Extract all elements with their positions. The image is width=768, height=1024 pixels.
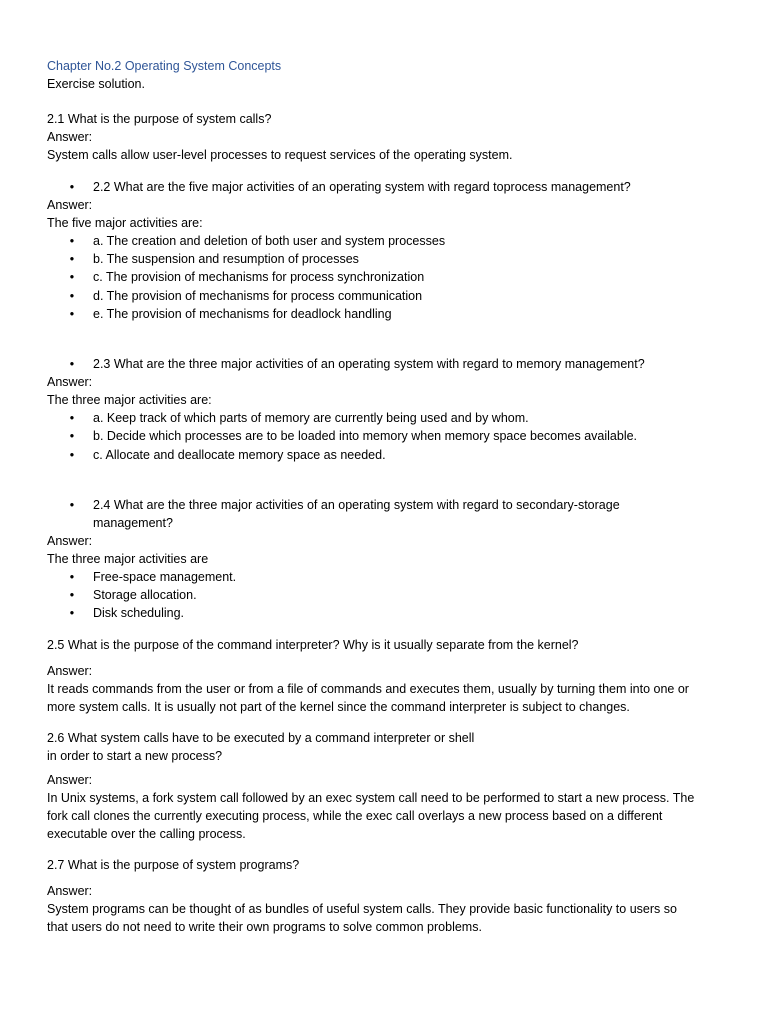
question-2-1: 2.1 What is the purpose of system calls? [47, 112, 272, 126]
answer-2-7-line-1: System programs can be thought of as bundles of useful system calls. They provide basic functionality to users so [47, 902, 677, 916]
answer-2-5-line-1: It reads commands from the user or from a file of commands and executes them, usually by turning them into one or [47, 682, 689, 696]
list-intro: The five major activities are: [47, 216, 203, 230]
bullet-icon: • [69, 252, 75, 266]
bullet-icon: • [69, 429, 75, 443]
list-intro: The three major activities are [47, 552, 209, 566]
answer-label: Answer: [47, 884, 93, 898]
question-2-5: 2.5 What is the purpose of the command interpreter? Why is it usually separate from the kernel? [47, 638, 579, 652]
bullet-icon: • [69, 357, 75, 371]
answer-2-7-line-2: that users do not need to write their own programs to solve common problems. [47, 920, 482, 934]
bullet-icon: • [69, 180, 75, 194]
question-2-6-line-1: 2.6 What system calls have to be executed by a command interpreter or shell [47, 731, 475, 745]
question-2-4-cont: management? [93, 516, 173, 530]
answer-label: Answer: [47, 773, 93, 787]
answer-2-6-line-1: In Unix systems, a fork system call followed by an exec system call need to be performed to start a new process. The [47, 791, 695, 805]
bullet-icon: • [69, 588, 75, 602]
answer-2-6-line-3: executable over the calling process. [47, 827, 246, 841]
bullet-icon: • [69, 307, 75, 321]
answer-label: Answer: [47, 130, 93, 144]
bullet-icon: • [69, 270, 75, 284]
answer-2-1: System calls allow user-level processes to request services of the operating system. [47, 148, 513, 162]
answer-label: Answer: [47, 664, 93, 678]
answer-label: Answer: [47, 534, 93, 548]
bullet-icon: • [69, 448, 75, 462]
answer-2-6-line-2: fork call clones the currently executing process, while the exec call overlays a new process based on a different [47, 809, 663, 823]
answer-label: Answer: [47, 198, 93, 212]
answer-2-5-line-2: more system calls. It is usually not part of the kernel since the command interpreter is subject to changes. [47, 700, 630, 714]
list-intro: The three major activities are: [47, 393, 212, 407]
bullet-icon: • [69, 498, 75, 512]
bullet-icon: • [69, 606, 75, 620]
bullet-icon: • [69, 234, 75, 248]
question-2-7: 2.7 What is the purpose of system programs? [47, 858, 300, 872]
bullet-icon: • [69, 570, 75, 584]
chapter-title: Chapter No.2 Operating System Concepts [47, 59, 282, 73]
bullet-icon: • [69, 289, 75, 303]
bullet-icon: • [69, 411, 75, 425]
subtitle: Exercise solution. [47, 77, 145, 91]
question-2-6-line-2: in order to start a new process? [47, 749, 223, 763]
answer-label: Answer: [47, 375, 93, 389]
